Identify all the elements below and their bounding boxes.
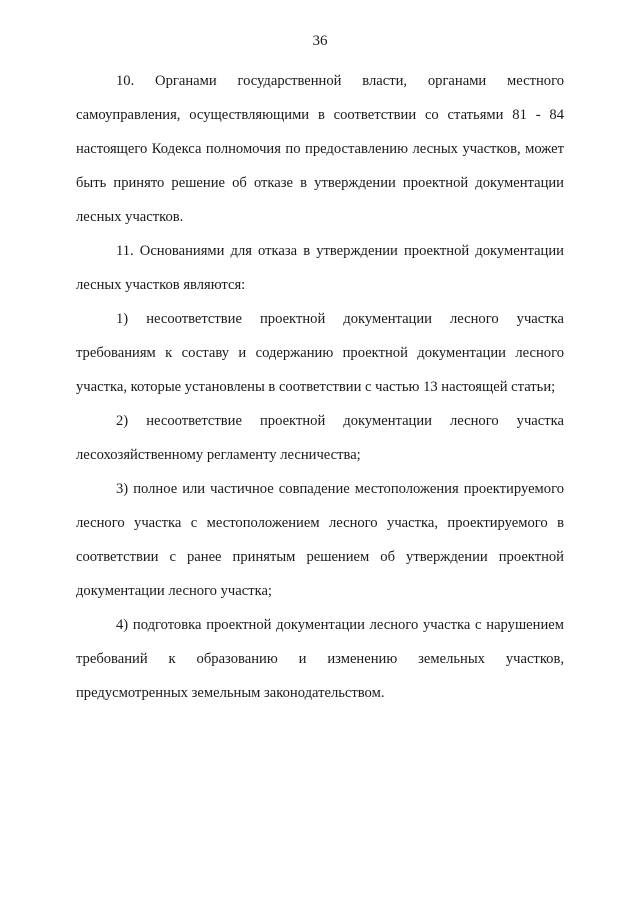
list-item-1: 1) несоответствие проектной документации лесного участка требованиям к составу и содержанию проектной документации лесного участка, которые установлены в соответствии с частью 13 настоящей статьи; <box>76 311 564 395</box>
document-body <box>76 64 564 710</box>
list-item-4: 4) подготовка проектной документации лесного участка с нарушением требований к образованию и изменению земельных участков, предусмотренных земельным законодательством. <box>76 617 564 701</box>
paragraph-11: 11. Основаниями для отказа в утверждении проектной документации лесных участков являются: <box>76 243 564 293</box>
page-number: 36 <box>312 33 328 49</box>
list-item-3: 3) полное или частичное совпадение местоположения проектируемого лесного участка с местоположением лесного участка, проектируемого в соответствии с ранее принятым решением об утверждении проектной документации лесного участка; <box>76 481 564 599</box>
paragraph-10: 10. Органами государственной власти, органами местного самоуправления, осуществляющими в соответствии со статьями 81 - 84 настоящего Кодекса полномочия по предоставлению лесных участков, может быть принято решение об отказе в утверждении проектной документации лесных участков. <box>76 73 564 225</box>
list-item-2: 2) несоответствие проектной документации лесного участка лесохозяйственному регламенту лесничества; <box>76 413 564 463</box>
